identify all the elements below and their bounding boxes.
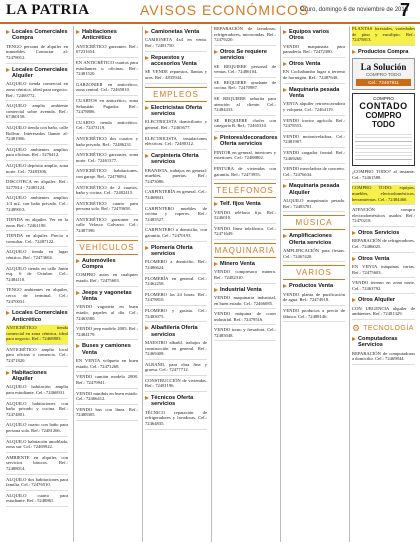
classified-ad: SE REQUIERE chofer con categoría B. Ref.: 72465310. [214, 118, 276, 132]
category-label: Industrial Venta [220, 286, 262, 293]
classified-ad: TIENDA en alquiler. Ver en la zona. Ref.: 72461190. [6, 217, 68, 231]
classified-ad: EBANISTA, trabajos en general: muebles, puertas. Ref.: 72473086. [145, 168, 207, 188]
arrow-icon [352, 337, 356, 341]
classified-ad: SE VENDE repuestos, llantas y aros. Ref.: 4835944. [145, 69, 207, 83]
category-heading [6, 29, 68, 42]
section-title: AVISOS ECONÓMICOS [140, 2, 310, 18]
arrow-icon [352, 50, 356, 54]
category-label: Albañilería Oferta servicios [151, 325, 198, 338]
promo-line-1: COMPRO [373, 96, 394, 102]
category-label: Productos Venta [289, 283, 334, 290]
category-label: Telf. fijos Venta [220, 201, 261, 208]
category-heading [76, 343, 138, 356]
classified-ad: COMPRO autos en cualquier estado. Ref.: 72475603. [76, 272, 138, 286]
classified-ad: ALQUILO ambientes amplios 1/4 m2, con baño privado. Cel.: 72489013. [6, 195, 68, 215]
arrow-icon [6, 68, 10, 72]
section-tecnologia-label: TECNOLOGÍA [363, 324, 414, 332]
classified-ad: ALQUILO tienda comercial en zona céntrica, ideal para negocio. Ref.: 72469772. [6, 81, 68, 101]
classified-ad: VENDO productos a precio de fábrica. Cel.: 72488146. [283, 308, 345, 322]
classified-ad: TENGO persona de alquiler en inmuebles. Contactar al: 72478012. [6, 44, 68, 64]
classified-ad: ALQUILO depósito amplio, zona norte. Cel.: 72483306. [6, 163, 68, 177]
gear-icon: ⚙ [352, 322, 361, 333]
classified-ad: ANTICRÉTICO cuarto para persona sola. Ref.: 72470658. [76, 201, 138, 215]
classified-ad: ANTICRÉTICO amplio local para oficina o comercio. Cel.: 72471820. [6, 347, 68, 367]
arrow-icon [283, 62, 287, 66]
classified-ad: SE REQUIERE ayudante de cocina. Ref.: 72470987. [214, 80, 276, 94]
arrow-icon [145, 30, 149, 34]
classified-ad: ALQUILO tienda con baño, calle Bolívar. Interesados llamar al: 72481906. [6, 125, 68, 145]
arrow-icon [283, 184, 287, 188]
classified-ad: ELECTRICISTA domiciliario y general. Ref.: 72465677. [145, 119, 207, 133]
category-heading [283, 233, 345, 246]
classified-ad: ANTICRÉTICO de 2 cuartos, baño y cocina. Cel.: 72482415. [76, 185, 138, 199]
highlighted-ad: ANTICRÉTICO tienda comercial en zona céntrica, ideal para negocio. Ref.: 72468803. [6, 325, 68, 345]
highlighted-ad: COMPRO TODO: equipos, muebles, electrodomésticos, herramientas. Cel.: 72484460. [352, 185, 415, 205]
category-heading [214, 135, 276, 148]
advertiser-tagline: COMPRO TODO [365, 72, 402, 78]
category-heading [145, 245, 207, 258]
arrow-icon [6, 371, 10, 375]
classified-ad: ALQUILO dos habitaciones para familia. Cel.: 72476510. [6, 477, 68, 491]
arrow-icon [214, 136, 218, 140]
category-heading [6, 310, 68, 323]
column-4 [211, 26, 278, 542]
category-heading [283, 183, 345, 196]
category-label: Otros Servicios [358, 229, 400, 236]
arrow-icon [6, 30, 10, 34]
arrow-icon [76, 30, 80, 34]
category-label: Buses y camiones Venta [82, 343, 131, 356]
category-label: Pintores/decoradores Oferta servicios [220, 134, 278, 148]
promo-line-3: COMPRO TODO [365, 111, 402, 130]
arrow-icon [145, 154, 149, 158]
classified-ad: ALQUILO cuarto con baño para persona sola. Ref.: 72481266. [6, 422, 68, 436]
category-label: Locales Comerciales Alquiler [12, 66, 68, 79]
category-heading [283, 61, 345, 67]
classified-ad: VENDO motoniveladora. Cel.: 72481907. [283, 134, 345, 148]
promo-fine-print [355, 131, 412, 163]
classified-ad: ALQUILO tienda en lugar céntrico. Ref.: 72473604. [6, 249, 68, 263]
classified-ad: ANTICRÉTICO garzonier, zona norte. Cel.: 72461377. [76, 152, 138, 166]
category-heading [76, 290, 138, 303]
category-label: Técnicos Oferta servicios [151, 395, 194, 408]
category-heading [283, 29, 345, 42]
category-heading [145, 105, 207, 118]
promo-advert-box [352, 93, 415, 166]
classified-ad: CARPINTERÍA en general. Cel.: 72468841. [145, 189, 207, 203]
classified-ad: PLOMERO las 24 horas. Ref.: 72478810. [145, 292, 207, 306]
classified-ad: PLOMERÍA en general. Cel.: 72462258. [145, 276, 207, 290]
category-heading [145, 55, 207, 68]
category-label: Habitaciones Alquiler [12, 369, 47, 382]
classified-ad: VENDO camión modelo 2008. Ref.: 72479941. [76, 374, 138, 388]
arrow-icon [145, 326, 149, 330]
category-label: Jeeps y vagonetas Venta [82, 289, 132, 303]
arrow-icon [145, 246, 149, 250]
classified-ad: ¿COMPRO TODO? al instante. Cel.: 72461588. [352, 169, 415, 183]
classified-ad: CUARTOS en anticrético, zona Sebastián Pagador. Ref.: 72478806. [76, 98, 138, 118]
classified-ad: ALQUILO tienda en calle Junín esq. 6 de Octubre. Cel.: 72484110. [6, 266, 68, 286]
newspaper-logo: LA PATRIA [6, 2, 90, 18]
classified-ad: CARPINTERO a domicilio, con garantía. Cel.: 72470193. [145, 227, 207, 241]
classified-ad: VENDO torno y fresadora. Cel.: 72485048. [214, 327, 276, 341]
classified-ad: ALQUILO amplio ambiente comercial sobre avenida. Ref.: 67460158. [6, 103, 68, 123]
classified-ad: REPARACIÓN de refrigeradores. Cel.: 72486025. [352, 238, 415, 252]
category-heading [145, 395, 207, 408]
classified-ad: ALQUILO ambientes amplios para oficinas. Ref.: 5276412. [6, 147, 68, 161]
classified-ad: VENDO cargador frontal. Ref.: 72469260. [283, 150, 345, 164]
column-3 [142, 26, 209, 542]
classified-ad: TENGO ambientes en alquiler, cerca de terminal. Cel.: 72470031. [6, 287, 68, 307]
classified-ad: VENDO teléfono fijo. Ref.: 5246010. [214, 210, 276, 224]
classified-ad: VENDO minibús en buen estado. Cel.: 72466412. [76, 391, 138, 405]
classified-ad: VENDO tractor agrícola. Ref.: 72478553. [283, 118, 345, 132]
category-heading [352, 336, 415, 349]
arrow-icon [283, 30, 287, 34]
classified-ad: VENDO línea telefónica. Cel.: 72471649. [214, 226, 276, 240]
category-heading [352, 297, 415, 303]
category-label: Automóviles Compra [82, 257, 116, 271]
advertiser-phone: Cel.: 72467811 [356, 79, 411, 86]
classified-ad: PINTOR en general, interiores y exteriores. Cel.: 72488802. [214, 150, 276, 164]
category-heading [283, 87, 345, 100]
arrow-icon [145, 56, 149, 60]
classified-ad: CONSTRUCCIÓN de viviendas. Ref.: 72481196. [145, 378, 207, 392]
category-heading [6, 67, 68, 80]
category-heading [145, 153, 207, 166]
classified-ad: VENDO maquinaria industrial, en buen estado. Cel.: 72466085. [214, 295, 276, 309]
category-heading [352, 49, 415, 55]
category-label: Minero Venta [220, 260, 255, 267]
category-label: Locales Comerciales Compra [12, 29, 68, 42]
classified-ad: VENDO planta de purificación de agua. Ref.: 72474918. [283, 292, 345, 306]
classified-ad: CARPINTERO muebles de cocina y roperos. Ref.: 72485527. [145, 206, 207, 226]
arrow-icon [352, 231, 356, 235]
page-number: 7 [400, 0, 411, 20]
classified-ad: ANTICRÉTICO habitaciones, con garaje. Ref.: 72479094. [76, 168, 138, 182]
classified-ad: VENDO mezcladora de concreto. Cel.: 72476634. [283, 166, 345, 180]
classified-ad: ALQUILO habitación amplia para estudiante. Cel.: 72466931. [6, 384, 68, 398]
category-label: Camionetas Venta [151, 29, 200, 35]
category-heading [214, 287, 276, 293]
category-label: Amplificaciones Oferta servicios [289, 233, 332, 246]
category-label: Equipos varios Otros [289, 29, 330, 42]
category-heading [145, 29, 207, 35]
classified-ad: ANTICRÉTICO dos cuartos y baño privado. Ref.: 72486231. [76, 136, 138, 150]
category-heading [214, 261, 276, 267]
category-label: Computadoras Servicios [358, 335, 398, 349]
section-band: VEHÍCULOS [76, 240, 138, 255]
category-label: Otros Venta [358, 255, 390, 262]
classified-ad: VENDO máquina de coser industrial. Ref.: 72479516. [214, 311, 276, 325]
classified-ad: VENDO vagoneta en buen estado, papeles al día. Cel.: 72463580. [76, 304, 138, 324]
classified-ad: VENDO terreno en zona norte. Cel.: 72463792. [352, 280, 415, 294]
arrow-icon [283, 234, 287, 238]
classified-ad: MAESTRO albañil, trabajos de construcción en general. Ref.: 72469408. [145, 340, 207, 360]
promo-line-2: CONTADO [359, 101, 408, 112]
classified-ad: EN VENTA volqueta en buen estado. Cel.: 72471268. [76, 358, 138, 372]
category-label: Otros Venta [289, 61, 321, 67]
column-6 [349, 26, 417, 542]
category-label: Productos Compra [358, 48, 409, 55]
category-label: Repuestos y accesorios Venta [151, 54, 197, 67]
classified-ad: PLOMERO y gasista. Cel.: 72483075. [145, 308, 207, 322]
category-heading [214, 49, 276, 62]
category-label: Otros Alquiler [358, 297, 396, 304]
classified-ad: VENDO maquinaria para panadería. Ref.: 72472380. [283, 44, 345, 58]
dateline: Oruro, domingo 6 de noviembre de 2016 [300, 7, 409, 13]
classified-ad: EN Cochabamba lugar o terreno de hormigón. Ref.: 72487640. [283, 69, 345, 83]
section-band: MAQUINARIA [214, 243, 276, 258]
advertiser-logo-box [352, 58, 415, 90]
classified-ad: REPARACIÓN de computadoras a domicilio. Cel.: 72469844. [352, 351, 415, 365]
classified-ad: DISCOTECA en alquiler. Ref.: 5277814 - 72485124. [6, 179, 68, 193]
section-band: MÚSICA [283, 215, 345, 230]
arrow-icon [352, 298, 356, 302]
category-label: Otros Se requiere servicios [220, 48, 267, 62]
arrow-icon [214, 288, 218, 292]
advertiser-name: La Solución [360, 62, 407, 73]
classified-ad: PINTURA de viviendas con garantía. Ref.: 72473955. [214, 166, 276, 180]
classified-ad: ATENCIÓN compro electrodomésticos usados. Ref.: 72470218. [352, 207, 415, 227]
classified-ad: ALQUILO habitación amoblada, zona sur. Cel.: 72469922. [6, 439, 68, 453]
page-header [0, 0, 420, 24]
classified-ad: GARZONIER en anticrético, zona central. Cel.: 72465810. [76, 82, 138, 96]
arrow-icon [76, 344, 80, 348]
classified-ad: CON URGENCIA alquiler de ambientes. Ref.: 72481329. [352, 306, 415, 320]
section-band: VARIOS [283, 265, 345, 280]
classified-ad: VENTA alquiler retroexcavadora y volqueta. Cel.: 72464119. [283, 101, 345, 115]
classified-ad: ALQUILO habitaciones con baño privado y cocina. Ref.: 72474801. [6, 401, 68, 421]
classified-ad: TIENDA en alquiler. Precio a consultar. Cel.: 72487122. [6, 233, 68, 247]
classified-ad: CUARTO tienda anticrético. Cel.: 72473119. [76, 120, 138, 134]
category-label: Maquinaria pesada Alquiler [289, 183, 340, 196]
classified-ad: SE REQUIERE señorita para atención al cliente. Cel.: 72484433. [214, 96, 276, 116]
category-heading [76, 29, 138, 42]
category-heading [352, 256, 415, 262]
classified-ad: EN ANTICRÉTICO cuartos para estudiantes u oficinas. Ref.: 72481520. [76, 60, 138, 80]
classified-ad: VENDO compresora minera. Ref.: 72482310. [214, 269, 276, 283]
classified-ad: ANTICRÉTICO garzonier en calle Velasco Galvarro. Cel.: 72487390. [76, 217, 138, 237]
category-heading [352, 230, 415, 236]
section-band: EMPLEOS [145, 87, 207, 102]
category-heading [214, 201, 276, 207]
arrow-icon [214, 202, 218, 206]
section-tecnologia [352, 324, 415, 333]
arrow-icon [214, 262, 218, 266]
classified-ad: ELECTRICISTA instalaciones eléctricas. Cel.: 72480312. [145, 136, 207, 150]
classified-ad: CAMIONETA 4x4 en venta. Ref.: 72481750. [145, 37, 207, 51]
category-heading [283, 283, 345, 289]
arrow-icon [76, 259, 80, 263]
column-5 [280, 26, 347, 542]
classified-ad: ALQUILO cuarto para estudiante. Ref.: 5248861. [6, 493, 68, 507]
category-label: Locales Comerciales Anticrético [12, 310, 68, 323]
category-label: Habitaciones Anticrético [82, 29, 117, 42]
category-heading [6, 370, 68, 383]
arrow-icon [352, 257, 356, 261]
category-label: Plomería Oferta servicios [151, 244, 193, 257]
classified-ad: ALBAÑIL para obra fina y gruesa. Cel.: 72477712. [145, 362, 207, 376]
category-label: Maquinaria pesada Venta [289, 86, 340, 99]
arrow-icon [145, 396, 149, 400]
classified-ad: REPARACIÓN de lavadoras, refrigeradores, microondas. Ref.: 72479220. [214, 26, 276, 46]
classified-ad: EN VENTA máquinas varias. Ref.: 72475603. [352, 264, 415, 278]
column-1 [4, 26, 70, 542]
classified-ad: VENDO bus con línea. Ref.: 72488305. [76, 407, 138, 421]
classified-ad: ANTICRÉTICO garzonier. Ref.: 67231654. [76, 44, 138, 58]
classified-ad: VENDO jeep modelo 2005. Ref.: 72484179. [76, 326, 138, 340]
highlighted-ad: PLANTAS forestales, variedades de pino y eucalipto. Ref.: 72478813. [352, 26, 415, 46]
arrow-icon [214, 50, 218, 54]
classified-ad: ALQUILO maquinaria pesada. Ref.: 72483781. [283, 198, 345, 212]
column-2 [73, 26, 140, 542]
classified-ad: TÉCNICO reparación de refrigeradores y lavadoras. Cel.: 72464835. [145, 410, 207, 430]
category-heading [76, 258, 138, 271]
arrow-icon [76, 291, 80, 295]
classified-ad: SE REQUIERE personal de ventas. Cel.: 72486104. [214, 64, 276, 78]
section-band: TELÉFONOS [214, 183, 276, 198]
arrow-icon [283, 284, 287, 288]
classified-ad: AMBIENTE en alquiler, con servicios básicos. Ref.: 72488014. [6, 455, 68, 475]
arrow-icon [283, 88, 287, 92]
category-heading [145, 325, 207, 338]
category-label: Electricistas Oferta servicios [151, 104, 202, 117]
classified-ad: AMPLIFICACIÓN para fiestas. Cel.: 72467420. [283, 248, 345, 262]
classified-ad: PLOMERO a domicilio. Ref.: 72486624. [145, 259, 207, 273]
arrow-icon [6, 311, 10, 315]
category-label: Carpintería Oferta servicios [151, 152, 199, 166]
arrow-icon [145, 106, 149, 110]
